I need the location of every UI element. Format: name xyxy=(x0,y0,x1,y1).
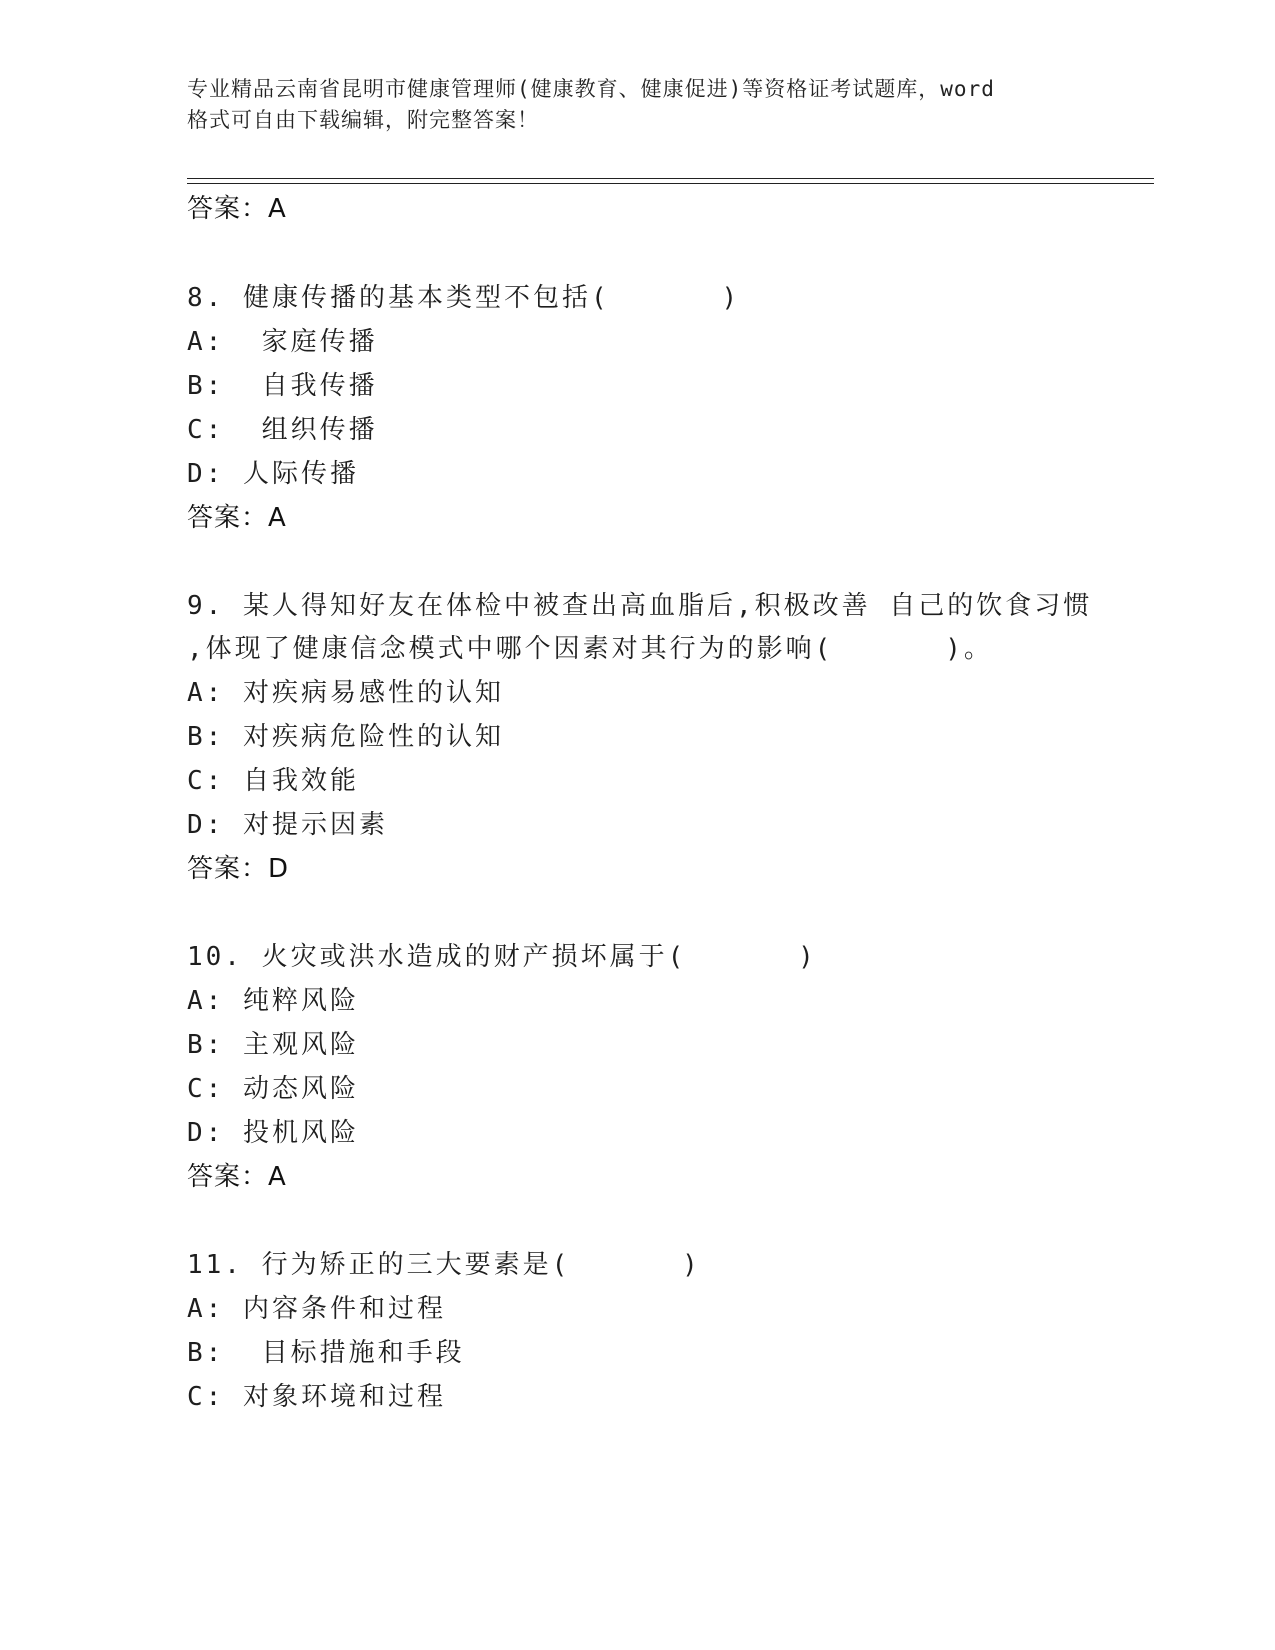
header-line-2: 格式可自由下载编辑，附完整答案！ xyxy=(187,108,539,132)
header-line-1: 专业精品云南省昆明市健康管理师(健康教育、健康促进)等资格证考试题库，word xyxy=(187,77,995,101)
header-divider-secondary xyxy=(187,183,1154,184)
option-d: D: 投机风险 xyxy=(187,1118,359,1148)
question-stem: 9. 某人得知好友在体检中被查出高血脂后,积极改善 自己的饮食习惯 xyxy=(187,591,1093,621)
question-stem: 8. 健康传播的基本类型不包括( ) xyxy=(187,283,741,313)
option-a: A: 对疾病易感性的认知 xyxy=(187,678,504,708)
option-b: B: 自我传播 xyxy=(187,371,378,401)
option-b: B: 目标措施和手段 xyxy=(187,1338,465,1368)
option-c: C: 动态风险 xyxy=(187,1074,359,1104)
option-b: B: 主观风险 xyxy=(187,1030,359,1060)
option-a: A: 纯粹风险 xyxy=(187,986,359,1016)
answer-line: 答案：A xyxy=(187,503,287,533)
question-stem: 10. 火灾或洪水造成的财产损坏属于( ) xyxy=(187,942,817,972)
option-c: C: 自我效能 xyxy=(187,766,359,796)
option-d: D: 人际传播 xyxy=(187,459,359,489)
option-a: A: 内容条件和过程 xyxy=(187,1294,446,1324)
answer-line: 答案：A xyxy=(187,194,287,224)
option-a: A: 家庭传播 xyxy=(187,327,378,357)
option-c: C: 组织传播 xyxy=(187,415,378,445)
question-stem-continued: ,体现了健康信念模式中哪个因素对其行为的影响( )。 xyxy=(187,634,993,664)
question-stem: 11. 行为矫正的三大要素是( ) xyxy=(187,1250,701,1280)
header-divider xyxy=(187,178,1154,179)
option-d: D: 对提示因素 xyxy=(187,810,388,840)
answer-line: 答案：A xyxy=(187,1162,287,1192)
option-b: B: 对疾病危险性的认知 xyxy=(187,722,504,752)
answer-line: 答案：D xyxy=(187,854,290,884)
option-c: C: 对象环境和过程 xyxy=(187,1382,446,1412)
document-header xyxy=(187,74,1107,136)
